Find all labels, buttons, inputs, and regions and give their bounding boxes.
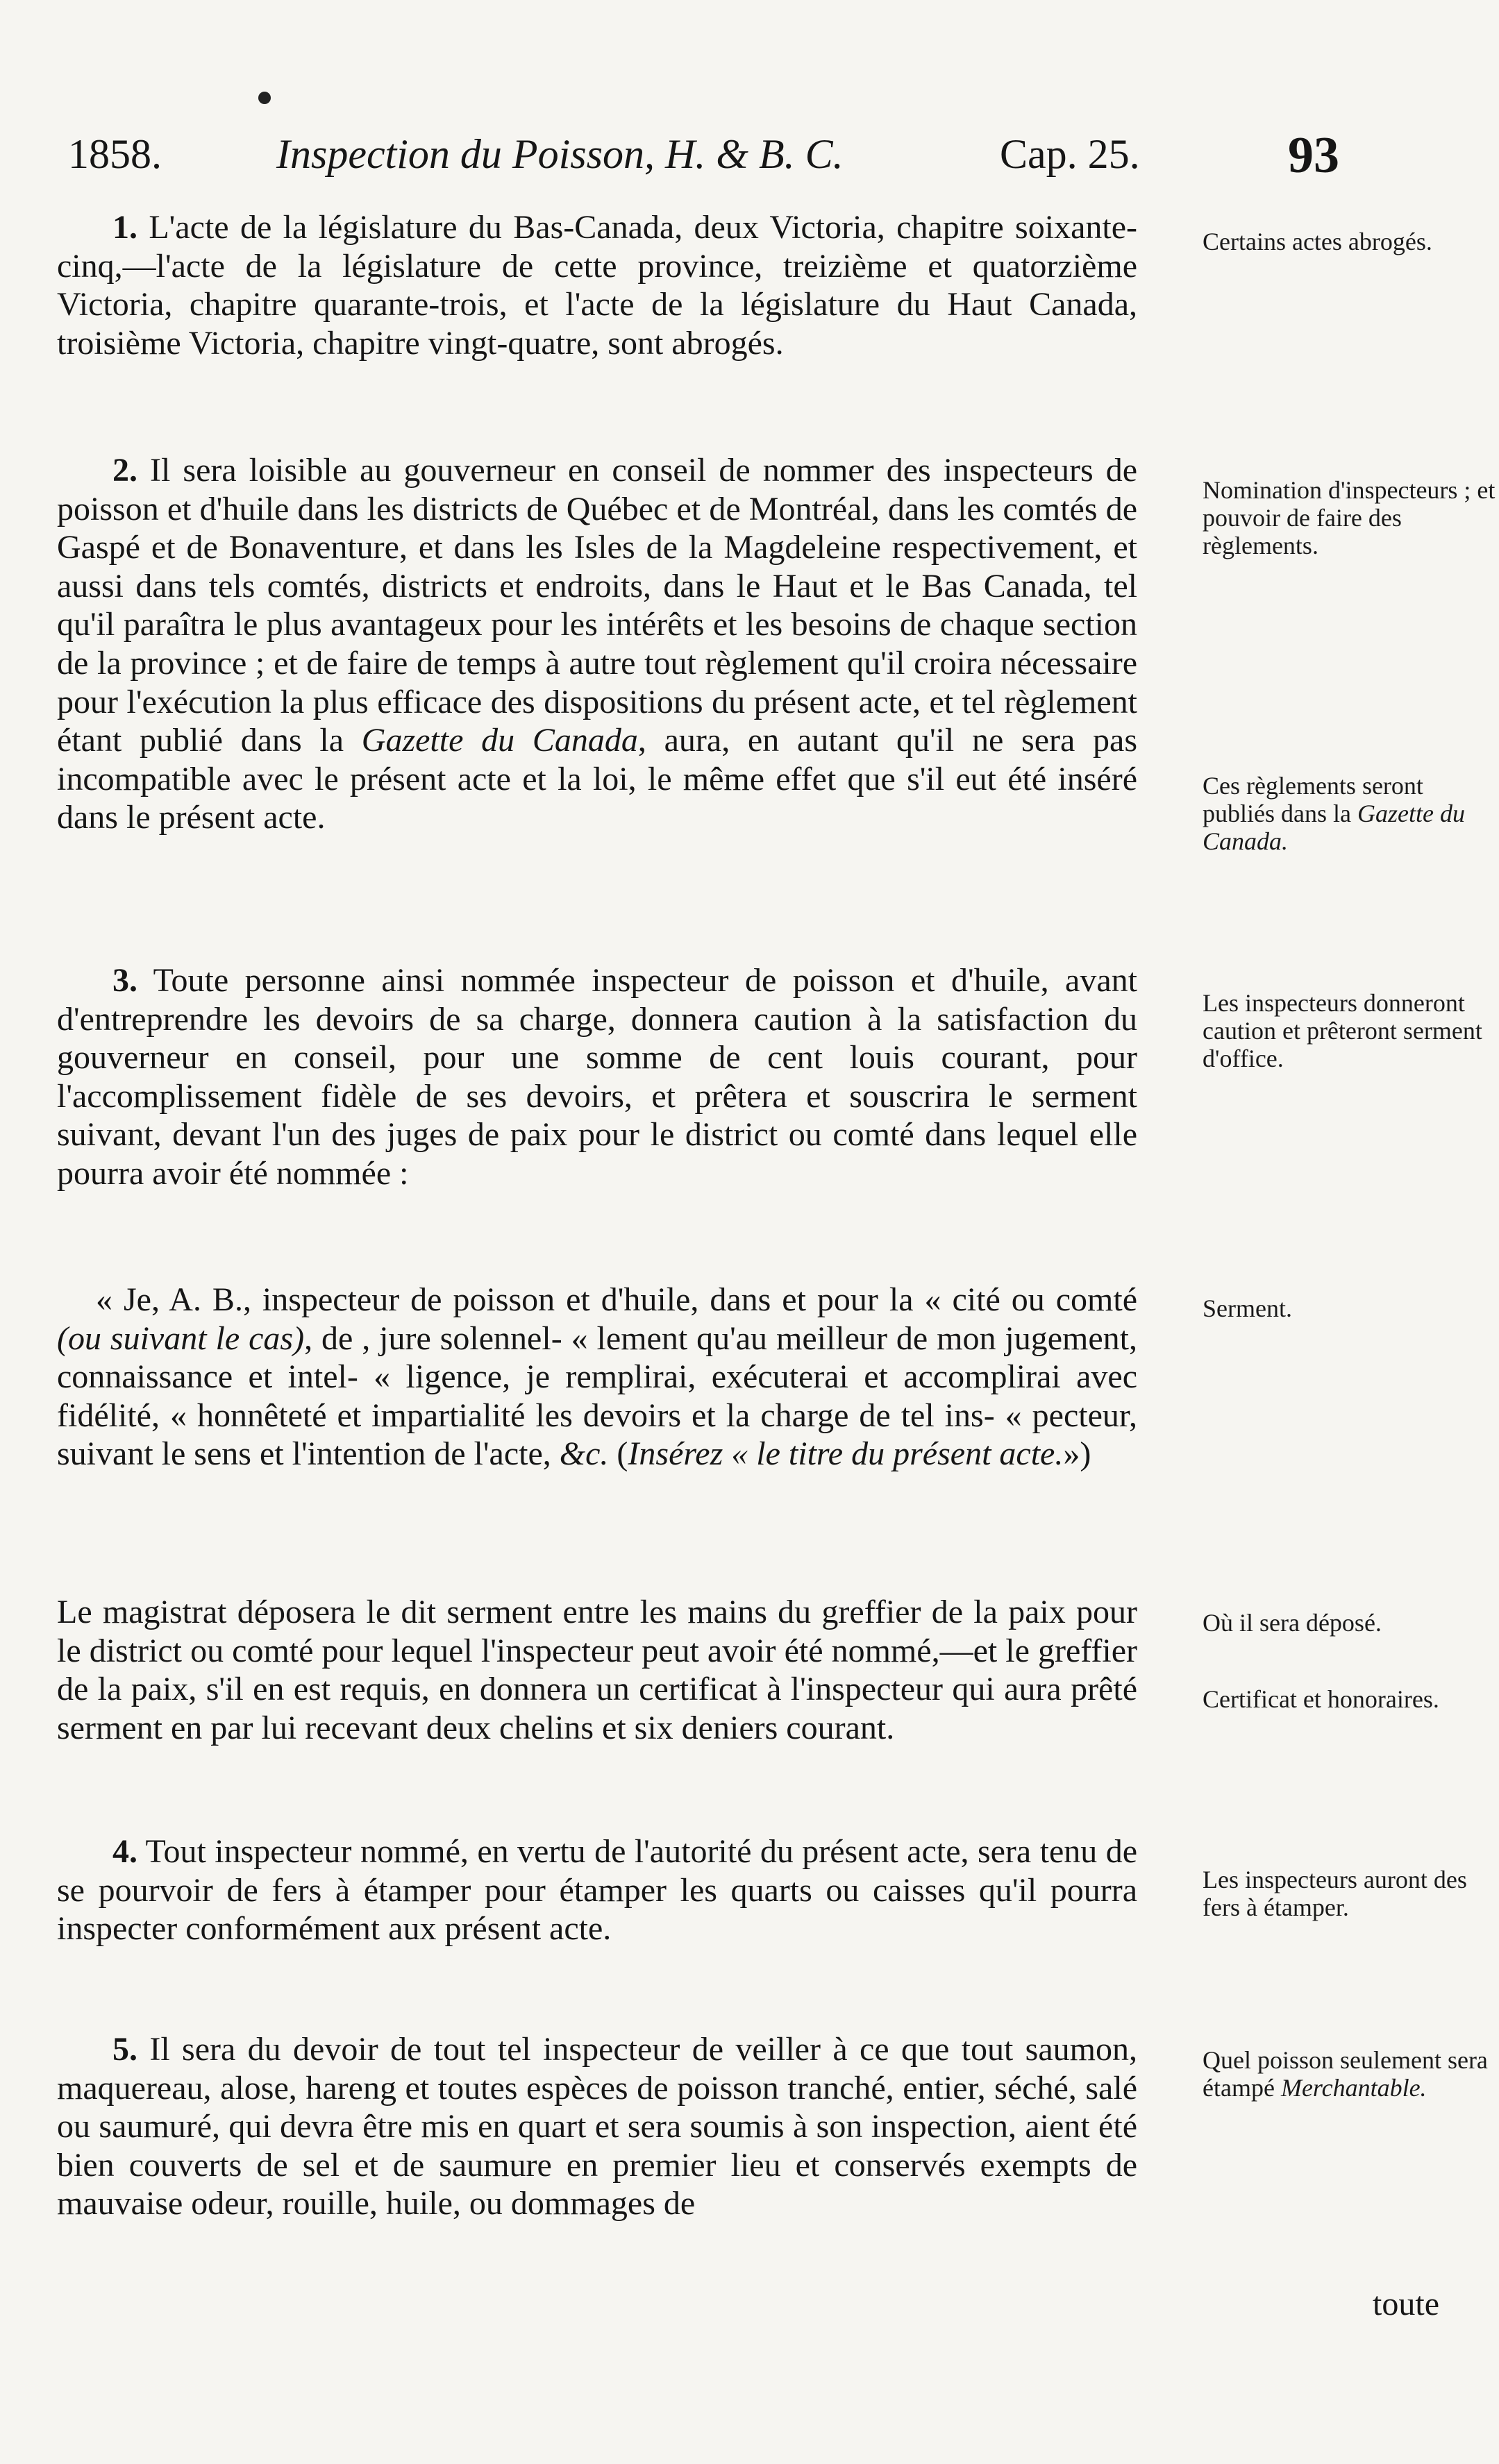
- section-text-cont: , aura, en autant qu'il ne sera pas incompatible avec le présent acte et la loi, le même effet que s'il eut été inséré dans le présent acte.: [57, 722, 1138, 836]
- header-year: 1858.: [68, 131, 162, 177]
- section-1: [57, 208, 1137, 362]
- section-2: [57, 451, 1137, 837]
- oath-text: [57, 1281, 1137, 1474]
- margin-note-depot: Où il sera déposé.: [1203, 1609, 1382, 1637]
- section-number: 1.: [112, 209, 137, 246]
- oath-italic-b: &c.: [559, 1435, 609, 1473]
- margin-note-poisson-italic: Merchantable.: [1280, 2074, 1427, 2102]
- section-number: 4.: [112, 1833, 137, 1870]
- section-text: Il sera du devoir de tout tel inspecteur de veiller à ce que tout saumon, maquereau, alose, hareng et toutes espèces de poisson tranché, entier, séché, salé ou saumuré, qui devra être mis en quart et sera soumis à son inspection, aient été bien couverts de sel et de saumure en premier lieu et conservés exempts de mauvaise odeur, rouille, huile, ou dommages de: [57, 2031, 1137, 2222]
- oath-text-c: (: [608, 1435, 628, 1473]
- section-5: [57, 2030, 1137, 2223]
- running-header: [0, 127, 1499, 193]
- section-number: 3.: [112, 962, 137, 999]
- oath-text-a: « Je, A. B., inspecteur de poisson et d'huile, dans et pour la « cité ou comté: [96, 1281, 1137, 1318]
- print-mark-dot: [258, 92, 271, 104]
- section-4: [57, 1832, 1137, 1948]
- section-text: L'acte de la législature du Bas-Canada, deux Victoria, chapitre soixante-cinq,—l'acte de la législature de cette province, treizième et quatorzième Victoria, chapitre quarante-trois, et l'acte de la législature du Haut Canada, troisième Victoria, chapitre vingt-quatre, sont abrogés.: [57, 209, 1137, 362]
- page-number: 93: [1288, 127, 1339, 184]
- margin-note-abrogation: Certains actes abrogés.: [1203, 228, 1432, 255]
- margin-note-gazette-text: Ces règlements seront publiés dans la: [1203, 772, 1423, 827]
- header-title: Inspection du Poisson, H. & B. C.: [276, 131, 844, 177]
- margin-note-poisson-text: Quel poisson seulement sera étampé: [1203, 2046, 1488, 2102]
- gazette-title: Gazette du Canada: [361, 722, 638, 759]
- margin-note-caution: Les inspecteurs donneront caution et prêteront serment d'office.: [1203, 989, 1482, 1072]
- section-3: [57, 961, 1137, 1193]
- section-number: 2.: [112, 452, 137, 489]
- oath-italic-a: (ou suivant le cas): [57, 1319, 305, 1357]
- margin-note-serment: Serment.: [1203, 1294, 1292, 1322]
- oath-text-b: , de , jure solennel- « lement qu'au meilleur de mon jugement, connaissance et intel- « ligence, je remplirai, exécuterai et accomplirai avec fidélité, « honnêteté et impartialité les devoirs et la charge de tel ins- « pecteur, suivant le sens et l'intention de l'acte,: [57, 1319, 1138, 1473]
- margin-note-gazette-italic: Gazette du Canada.: [1203, 800, 1465, 855]
- oath-italic-c: Insérez « le titre du présent acte.: [628, 1435, 1064, 1473]
- section-number: 5.: [112, 2031, 137, 2068]
- margin-note-gazette: [1203, 772, 1499, 855]
- section-text: Il sera loisible au gouverneur en conseil de nommer des inspecteurs de poisson et d'huile dans les districts de Québec et de Montréal, dans les comtés de Gaspé et de Bonaventure, et dans les Isles de la Magdeleine respectivement, et aussi dans tels comtés, districts et endroits, dans le Haut et le Bas Canada, tel qu'il paraîtra le plus avantageux pour les intérêts et les besoins de chaque section de la province ; et de faire de temps à autre tout règlement qu'il croira nécessaire pour l'exécution la plus efficace des dispositions du présent acte, et tel règlement étant publié dans la: [57, 452, 1137, 759]
- margin-note-nomination: Nomination d'inspecteurs ; et pouvoir de faire des règlements.: [1203, 476, 1496, 559]
- section-text: Le magistrat déposera le dit serment entre les mains du greffier de la paix pour le district ou comté pour lequel l'inspecteur peut avoir été nommé,—et le greffier de la paix, s'il en est requis, en donnera un certificat à l'inspecteur qui aura prêté serment en par lui recevant deux chelins et six deniers courant.: [57, 1594, 1137, 1746]
- margin-note-poisson: [1203, 2046, 1499, 2102]
- section-text: Toute personne ainsi nommée inspecteur de poisson et d'huile, avant d'entreprendre les devoirs de sa charge, donnera caution à la satisfaction du gouverneur en conseil, pour une somme de cent louis courant, pour l'accomplissement fidèle de ses devoirs, et prêtera et souscrira le serment suivant, devant l'un des juges de paix pour le district ou comté dans lequel elle pourra avoir été nommée :: [57, 962, 1137, 1192]
- margin-note-certificat: Certificat et honoraires.: [1203, 1685, 1439, 1713]
- section-3-continued: [57, 1593, 1137, 1747]
- margin-note-fers: Les inspecteurs auront des fers à étamper.: [1203, 1866, 1467, 1921]
- header-chapter: Cap. 25.: [1000, 131, 1140, 177]
- oath-text-d: »): [1063, 1435, 1091, 1473]
- catchword: toute: [1373, 2286, 1439, 2322]
- section-text: Tout inspecteur nommé, en vertu de l'autorité du présent acte, sera tenu de se pourvoir de fers à étamper pour étamper les quarts ou caisses qu'il pourra inspecter conformément aux présent acte.: [57, 1833, 1137, 1948]
